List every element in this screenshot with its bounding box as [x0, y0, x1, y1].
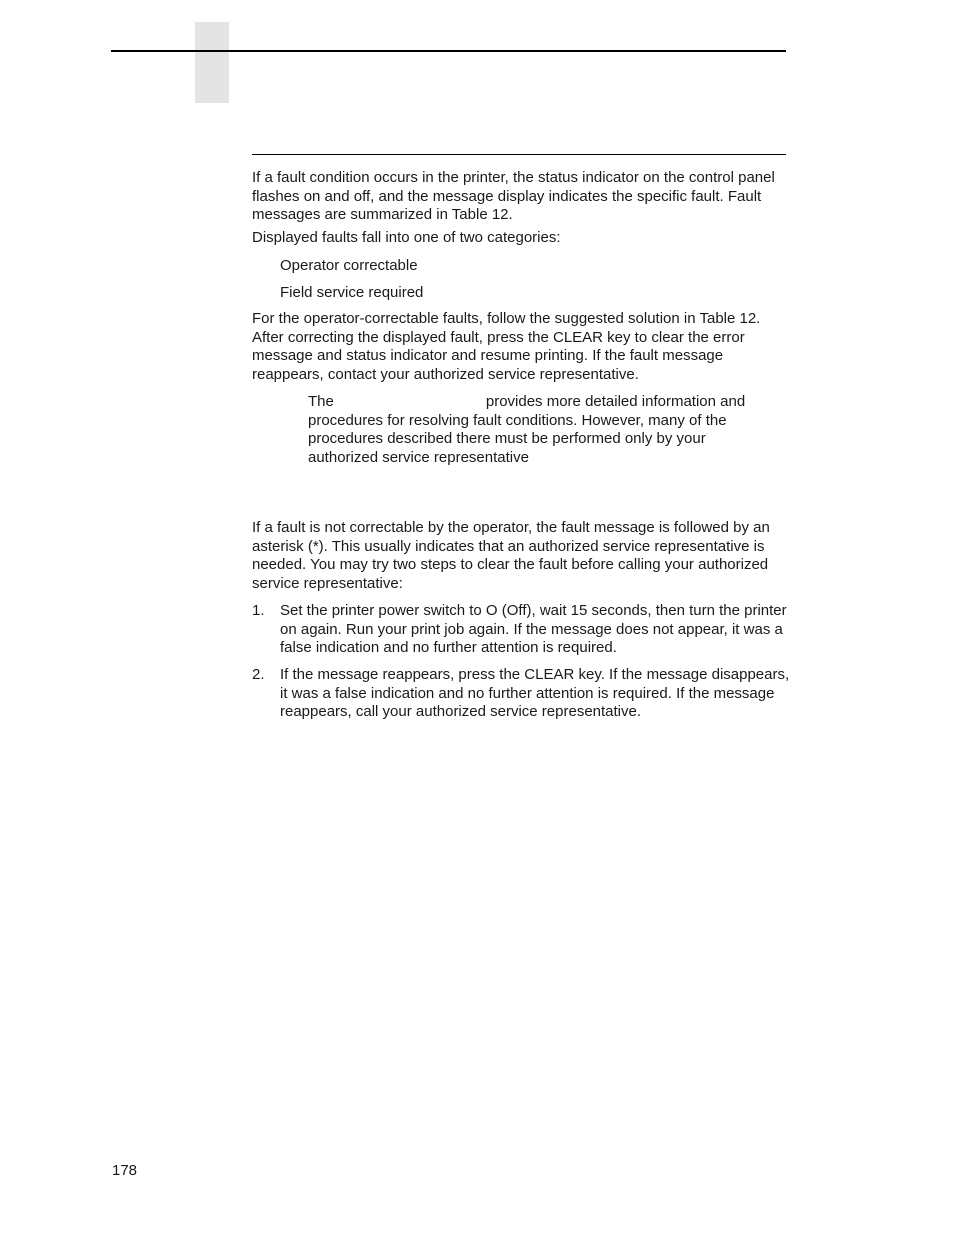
step-item [252, 602, 792, 658]
note-paragraph [308, 393, 778, 468]
bullet-item-operator-correctable: Operator correctable [280, 257, 418, 274]
page-number: 178 [112, 1162, 138, 1179]
bullet-item-field-service: Field service required [280, 284, 424, 301]
step-item [252, 666, 792, 722]
intro-paragraph: If a fault condition occurs in the printer, the status indicator on the control panel flashes on and off, and the message display indicates the specific fault. Fault messages are summarized in Table 12. [252, 169, 775, 224]
chapter-tab-block [195, 22, 229, 103]
step-text: If the message reappears, press the CLEAR key. If the message disappears, it was a false indication and no further attention is required. If the message reappears, call your authorized service representative. [280, 666, 790, 721]
non-correctable-intro: If a fault is not correctable by the operator, the fault message is followed by an asterisk (*). This usually indicates that an authorized service representative is needed. You may try two steps to clear the fault before calling your authorized service representative: [252, 519, 770, 593]
header-rule [111, 50, 786, 52]
operator-correctable-paragraph: For the operator-correctable faults, follow the suggested solution in Table 12. After correcting the displayed fault, press the CLEAR key to clear the error message and status indicator and resume printing. If the fault message reappears, contact your authorized service representative. [252, 310, 761, 384]
step-text: Set the printer power switch to O (Off), wait 15 seconds, then turn the printer on again. Run your print job again. If the message does not appear, it was a false indication and no further attention is required. [280, 602, 787, 657]
step-number: 1. [252, 602, 265, 619]
categories-paragraph: Displayed faults fall into one of two categories: [252, 229, 561, 246]
step-number: 2. [252, 666, 265, 683]
note-text: provides more detailed information and procedures for resolving fault conditions. However, many of the procedures described there must be performed only by your authorized service representative [308, 393, 746, 467]
note-lead: The [308, 393, 334, 410]
section-rule [252, 154, 786, 155]
